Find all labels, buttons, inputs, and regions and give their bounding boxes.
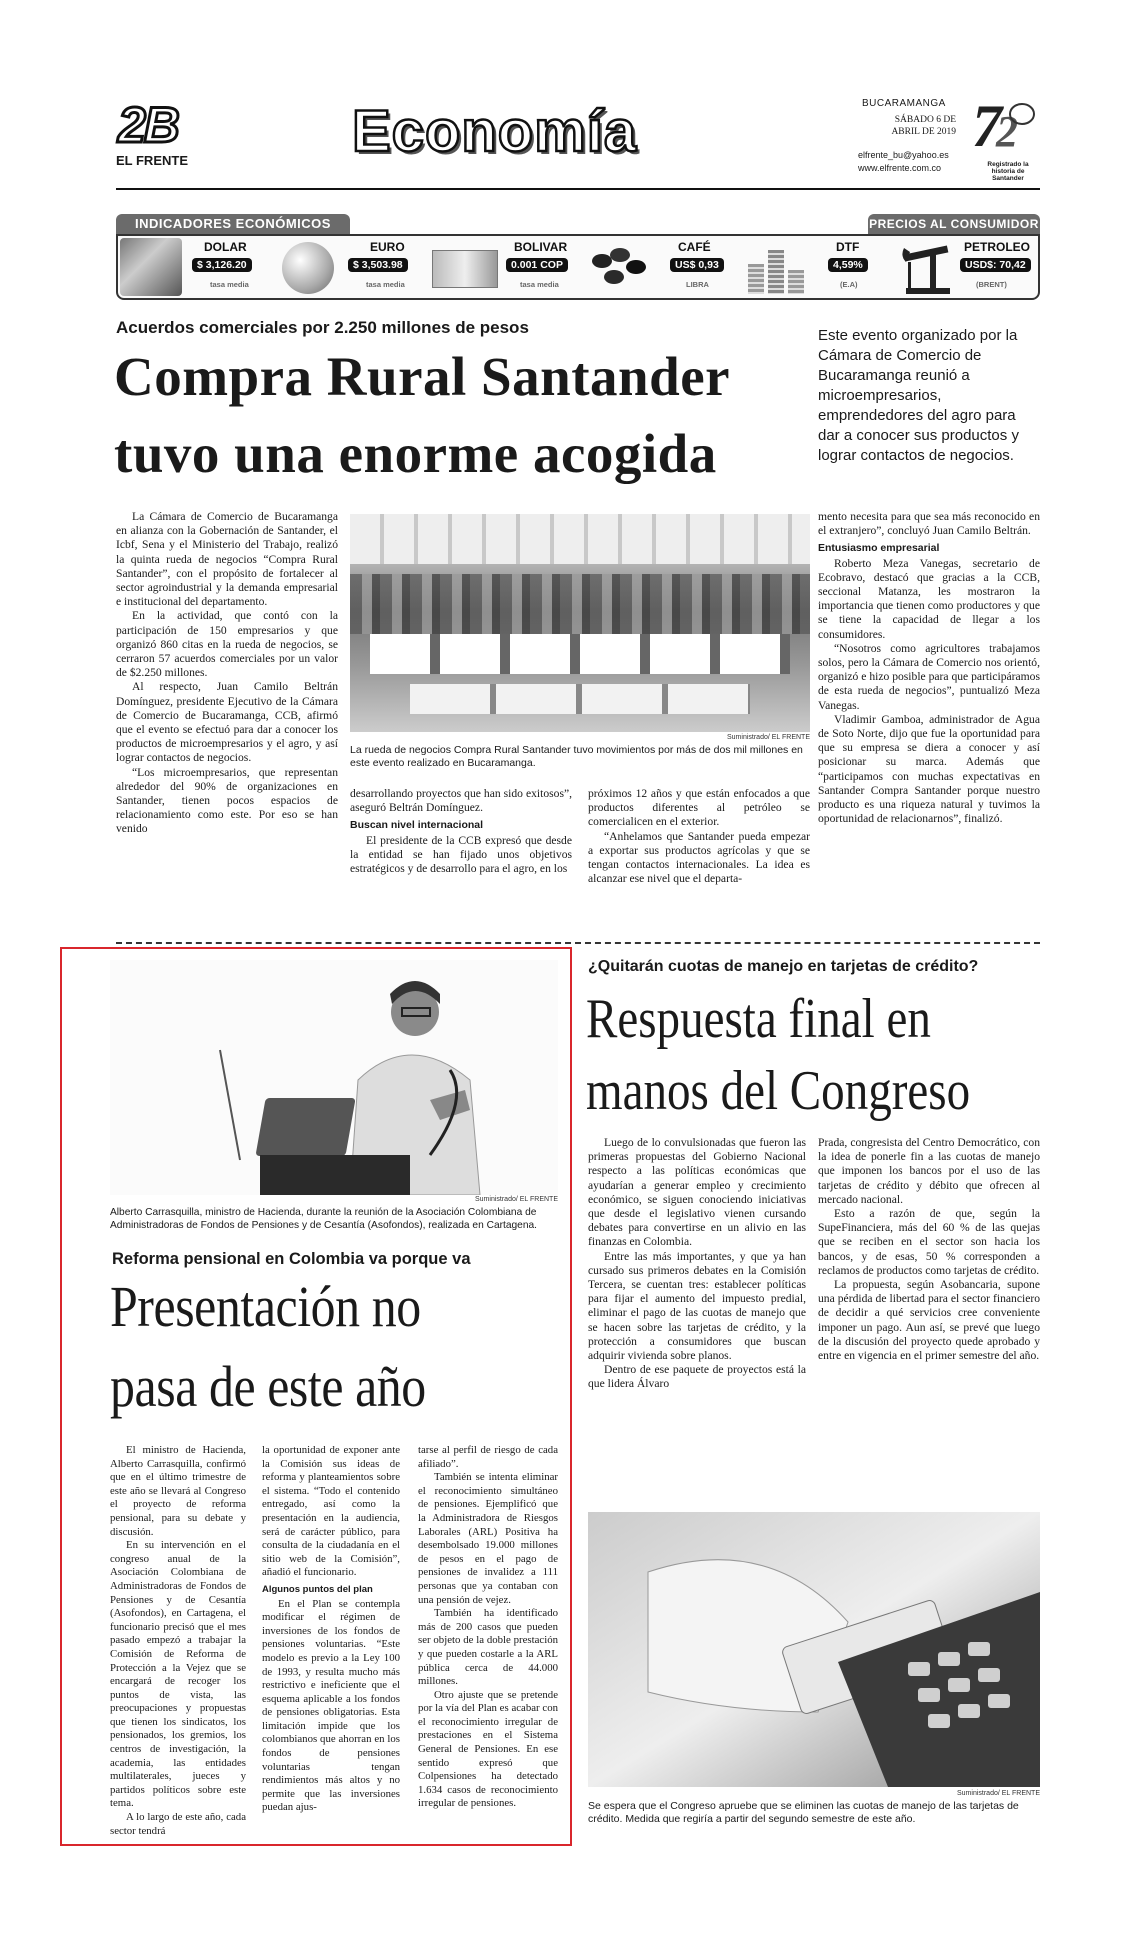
photo-caption: La rueda de negocios Compra Rural Santander tuvo movimientos por más de dos mil millones en este evento realizado en Bucaramanga.	[350, 744, 803, 769]
paragraph: mento necesita para que sea más reconocido en el extranjero”, concluyó Juan Camilo Beltrán.	[818, 510, 1040, 538]
article3-headline-line2: manos del Congreso	[586, 1060, 971, 1122]
article2-kicker: Reforma pensional en Colombia va porque va	[112, 1250, 471, 1268]
indicator-label: EURO	[370, 240, 405, 254]
paragraph: Entre las más importantes, y que ya han cursado sus primeros debates en la Comisión Tercera, se cuentan tres: establecer políticas para fijar el aumento del impuesto predial, eliminar el pago de las cuotas de manejo que se hacen sobre las tarjetas de crédito, y la protección a consumidores que buscan adquirir vivienda sobre planos.	[588, 1249, 806, 1363]
article1-column-3	[588, 787, 810, 886]
page-number: 2B	[118, 97, 178, 153]
indicator-note: (E.A)	[840, 280, 858, 289]
paragraph: Prada, congresista del Centro Democrático, con la idea de ponerle fin a las cuotas de manejo que imponen los bancos por el uso de las tarjetas de crédito y débito que ofrecen al mercado nacional.	[818, 1136, 1040, 1206]
paragraph: La Cámara de Comercio de Bucaramanga en alianza con la Gobernación de Santander, el Icbf, Sena y el Ministerio del Trabajo, realizó la quinta rueda de negocios “Compra Rural Santander”, con el propósito de fortalecer al sector agroindustrial y la demanda empresarial e institucional del departamento.	[116, 510, 338, 609]
indicator-value: 0.001 COP	[506, 258, 568, 272]
svg-text:2: 2	[996, 107, 1018, 156]
indicator-cafe	[586, 236, 736, 298]
article1-headline-line2: tuvo una enorme acogida	[114, 423, 717, 484]
paragraph: Roberto Meza Vanegas, secretario de Ecobravo, destacó que gracias a la CCB, seccional Matanza, les mostraron la importancia que tienen como productores y que se tiene la capacidad de llegar a los consumidores.	[818, 556, 1040, 641]
section-divider	[116, 942, 1040, 944]
indicators-left-title: INDICADORES ECONÓMICOS	[135, 216, 331, 231]
article1-column-4	[818, 510, 1040, 826]
indicator-label: CAFÉ	[678, 240, 711, 254]
indicator-label: DTF	[836, 240, 860, 254]
indicators-right-tab	[868, 214, 1040, 234]
article2-headline-line1: Presentación no	[110, 1274, 421, 1339]
paragraph: En el Plan se contempla modificar el régimen de inversiones de los fondos de pensiones voluntarias. “Este modelo es previo a la Ley 100 de 1993, y resulta mucho más restrictivo e ineficiente que el esquema aplicable a los fondos de pensiones obligatorias. Esta limitación impide que los colombianos que ahorran en los fondos de pensiones voluntarias tengan rendimientos más altos y no permite que las inversiones puedan ajus-	[262, 1597, 400, 1814]
article3-headline-line1: Respuesta final en	[586, 988, 931, 1050]
article1-kicker: Acuerdos comerciales por 2.250 millones de pesos	[116, 318, 529, 337]
coffee-beans-icon	[592, 246, 650, 290]
article2-headline-line2: pasa de este año	[110, 1354, 426, 1419]
article3-column-2	[818, 1136, 1040, 1363]
indicator-label: PETROLEO	[964, 240, 1031, 254]
photo-caption: Se espera que el Congreso apruebe que se eliminen las cuotas de manejo de las tarjetas de crédito. Medida que regiría a partir del segundo semestre de este año.	[588, 1800, 1019, 1825]
paragraph: La propuesta, según Asobancaria, supone una pérdida de libertad para el sector financiero de decidir a qué servicios cree conveniente imponer un pago. Aun así, se prevé que luego de la discusión del proyecto quede aprobado y entre en vigencia en el primer semestre del año.	[818, 1278, 1040, 1363]
article1-column-2	[350, 787, 572, 876]
minister-photo	[110, 960, 558, 1195]
paragraph: “Los microempresarios, que representan alrededor del 90% de organizaciones en Santander, tienen pocos espacios de relacionamiento como este. Por eso se han venido	[116, 765, 338, 836]
paragraph: tarse al perfil de riesgo de cada afiliado”.	[418, 1444, 558, 1470]
article3-kicker: ¿Quitarán cuotas de manejo en tarjetas de crédito?	[588, 958, 979, 975]
indicator-note: tasa media	[520, 280, 559, 289]
paragraph: El ministro de Hacienda, Alberto Carrasquilla, confirmó que en el último trimestre de este año se llevará al Congreso el proyecto de reforma pensional, para su debate y discusión.	[110, 1444, 246, 1538]
paragraph: Dentro de ese paquete de proyectos está la que lidera Álvaro	[588, 1363, 806, 1391]
article1-lead: Este evento organizado por la Cámara de Comercio de Bucaramanga reunió a microempresarios, emprendedores del agro para dar a conocer sus productos y lograr contactos de negocios.	[818, 327, 1019, 464]
money-collage-icon	[120, 238, 182, 296]
photo-credit: Suministrado/ EL FRENTE	[727, 734, 810, 741]
article1-column-1	[116, 510, 338, 837]
euro-coin-icon	[282, 242, 334, 294]
paragraph: En la actividad, que contó con la participación de 150 empresarios y que organizó 860 citas en la rueda de negocios, se cerraron 57 acuerdos comerciales por un valor de $2.250 millones.	[116, 609, 338, 680]
coin-stacks-icon	[746, 240, 806, 296]
indicator-value: USD$: 70,42	[960, 258, 1031, 272]
paragraph: También se intenta eliminar el reconocimiento simultáneo de pensiones. Ejemplificó que la Administradora de Riesgos Laborales (ARL) Positiva ha desembolsado 19.000 millones de pesos en el pago de pensiones de invalidez a 111 personas que ya contaban con una pensión de vejez.	[418, 1471, 558, 1606]
logo-caption: Registrado la historia de Santander	[987, 161, 1029, 182]
subhead: Entusiasmo empresarial	[818, 542, 940, 555]
section-title: Economía	[352, 99, 638, 164]
indicator-dtf	[742, 236, 892, 298]
credit-card-terminal-photo	[588, 1512, 1040, 1787]
paragraph: próximos 12 años y que están enfocados a que productos diferentes al petróleo se comercialicen en el exterior.	[588, 787, 810, 829]
indicator-label: DOLAR	[204, 240, 247, 254]
paragraph: desarrollando proyectos que han sido exitosos”, aseguró Beltrán Domínguez.	[350, 787, 572, 815]
indicator-value: US$ 0,93	[670, 258, 724, 272]
photo-credit: Suministrado/ EL FRENTE	[475, 1196, 558, 1203]
edition-date: SÁBADO 6 DE ABRIL DE 2019	[891, 115, 956, 137]
paragraph: Al respecto, Juan Camilo Beltrán Domínguez, presidente Ejecutivo de la Cámara de Comercio de Bucaramanga, CCB, afirmó que el evento se efectuó para dar a conocer los productos de microempresarios y el agro, y así lograr contactos de negocios.	[116, 680, 338, 765]
subhead: Buscan nivel internacional	[350, 819, 484, 832]
article1-headline-line1: Compra Rural Santander	[114, 346, 731, 407]
header-rule	[116, 188, 1040, 190]
paragraph: “Anhelamos que Santander pueda empezar a exportar sus productos agrícolas y que se tengan contactos internacionales. La idea es alcanzar ese nivel que el departa-	[588, 829, 810, 886]
indicator-note: tasa media	[210, 280, 249, 289]
bolivar-banknote-icon	[432, 250, 498, 288]
photo-caption: Alberto Carrasquilla, ministro de Hacienda, durante la reunión de la Asociación Colombiana de Administradoras de Fondos de Pensiones y de Cesantía (Asofondos), realizada en Cartagena.	[110, 1207, 537, 1231]
subhead: Algunos puntos del plan	[262, 1583, 373, 1595]
paragraph: El presidente de la CCB expresó que desde la entidad se han fijado unos objetivos estratégicos y de desarrollo para el agro, en los	[350, 833, 572, 876]
indicator-value: $ 3,126.20	[192, 258, 252, 272]
indicator-note: tasa media	[366, 280, 405, 289]
indicator-note: LIBRA	[686, 280, 709, 289]
indicators-left-tab	[116, 214, 350, 234]
indicators-bar	[116, 214, 1040, 304]
article2-column-2	[262, 1444, 400, 1815]
paragraph: “Nosotros como agricultores trabajamos solos, pero la Cámara de Comercio nos orientó, organizó e hizo posible para que participáramos de esta rueda de negocios”, puntualizó Meza Vanegas.	[818, 641, 1040, 712]
indicator-value: 4,59%	[828, 258, 868, 272]
business-meeting-photo	[350, 514, 810, 732]
paragraph: Esto a razón de que, según la SupeFinanciera, más del 60 % de las quejas que se reciben en el sector son hacia los bancos, y de esas, 50 % corresponden a reclamos de productos como tarjetas de crédito.	[818, 1207, 1040, 1277]
paragraph: Otro ajuste que se pretende por la vía del Plan es acabar con el reconocimiento irregular de prestaciones en el Sistema General de Pensiones. En ese sentido expresó que Colpensiones ha detectado 1.634 casos de reconocimiento irregular de pensiones.	[418, 1688, 558, 1810]
indicator-euro	[276, 236, 426, 298]
indicator-note: (BRENT)	[976, 280, 1007, 289]
paragraph: En su intervención en el congreso anual de la Asociación Colombiana de Administradoras de Fondos de Pensiones y de Cesantía (Asofondos), en Cartagena, el funcionario precisó que el mes pasado empezó a trabajar la Comisión de Reforma de Protección a la Vejez que se encargará de recoger los puntos de vista, las preocupaciones y propuestas que tienen los sindicatos, los pensionados, los gremios, los centros de investigación, la academia, las entidades multilaterales, jueces y partidos políticos sobre este tema.	[110, 1539, 246, 1810]
edition-city: BUCARAMANGA	[862, 98, 946, 109]
paragraph: Luego de lo convulsionadas que fueron las primeras propuestas del Gobierno Nacional respecto a las políticas económicas que ayudarían a generar empleo y crecimiento económico, se siguen conociendo iniciativas que desde el legislativo vienen cursando debates para convertirse en un alivio en las finanzas en Colombia.	[588, 1136, 806, 1249]
indicator-petroleo	[898, 236, 1038, 298]
paragraph: También ha identificado más de 200 casos que pueden ser objeto de la doble prestación y que pueden costarle a la ARL pública cerca de 44.000 millones.	[418, 1607, 558, 1688]
oil-pump-icon	[900, 240, 956, 296]
indicator-label: BOLIVAR	[514, 240, 568, 254]
article2-column-3	[418, 1444, 558, 1811]
paragraph: A lo largo de este año, cada sector tendrá	[110, 1811, 246, 1837]
paragraph: la oportunidad de exponer ante la Comisión sus ideas de reforma y planteamientos sobre el sistema. “Todo el contenido entregado, así como la presentación en la audiencia, será de carácter público, para consulta de la ciudadanía en el sitio web de la Comisión”, añadió el funcionario.	[262, 1444, 400, 1579]
indicator-value: $ 3,503.98	[348, 258, 408, 272]
indicator-bolivar	[430, 236, 580, 298]
paragraph: Vladimir Gamboa, administrador de Agua de Soto Norte, dijo que fue la oportunidad para que su empresa se diera a conocer y así posicionar su marca. Además que “participamos con muchas expectativas en Santander Compra Santander porque nuestro producto es una riqueza natural y tuvimos la oportunidad de relacionarnos”, finalizó.	[818, 712, 1040, 826]
svg-text:7: 7	[972, 96, 1002, 156]
website: www.elfrente.com.co	[858, 163, 942, 173]
indicators-right-title: PRECIOS AL CONSUMIDOR	[869, 217, 1039, 231]
article2-column-1	[110, 1444, 246, 1838]
photo-credit: Suministrado/ EL FRENTE	[957, 1790, 1040, 1797]
newspaper-name: EL FRENTE	[116, 153, 188, 168]
article3-column-1	[588, 1136, 806, 1392]
contact-email: elfrente_bu@yahoo.es	[858, 150, 949, 160]
indicator-dolar	[120, 236, 270, 298]
anniversary-logo	[968, 96, 1040, 182]
